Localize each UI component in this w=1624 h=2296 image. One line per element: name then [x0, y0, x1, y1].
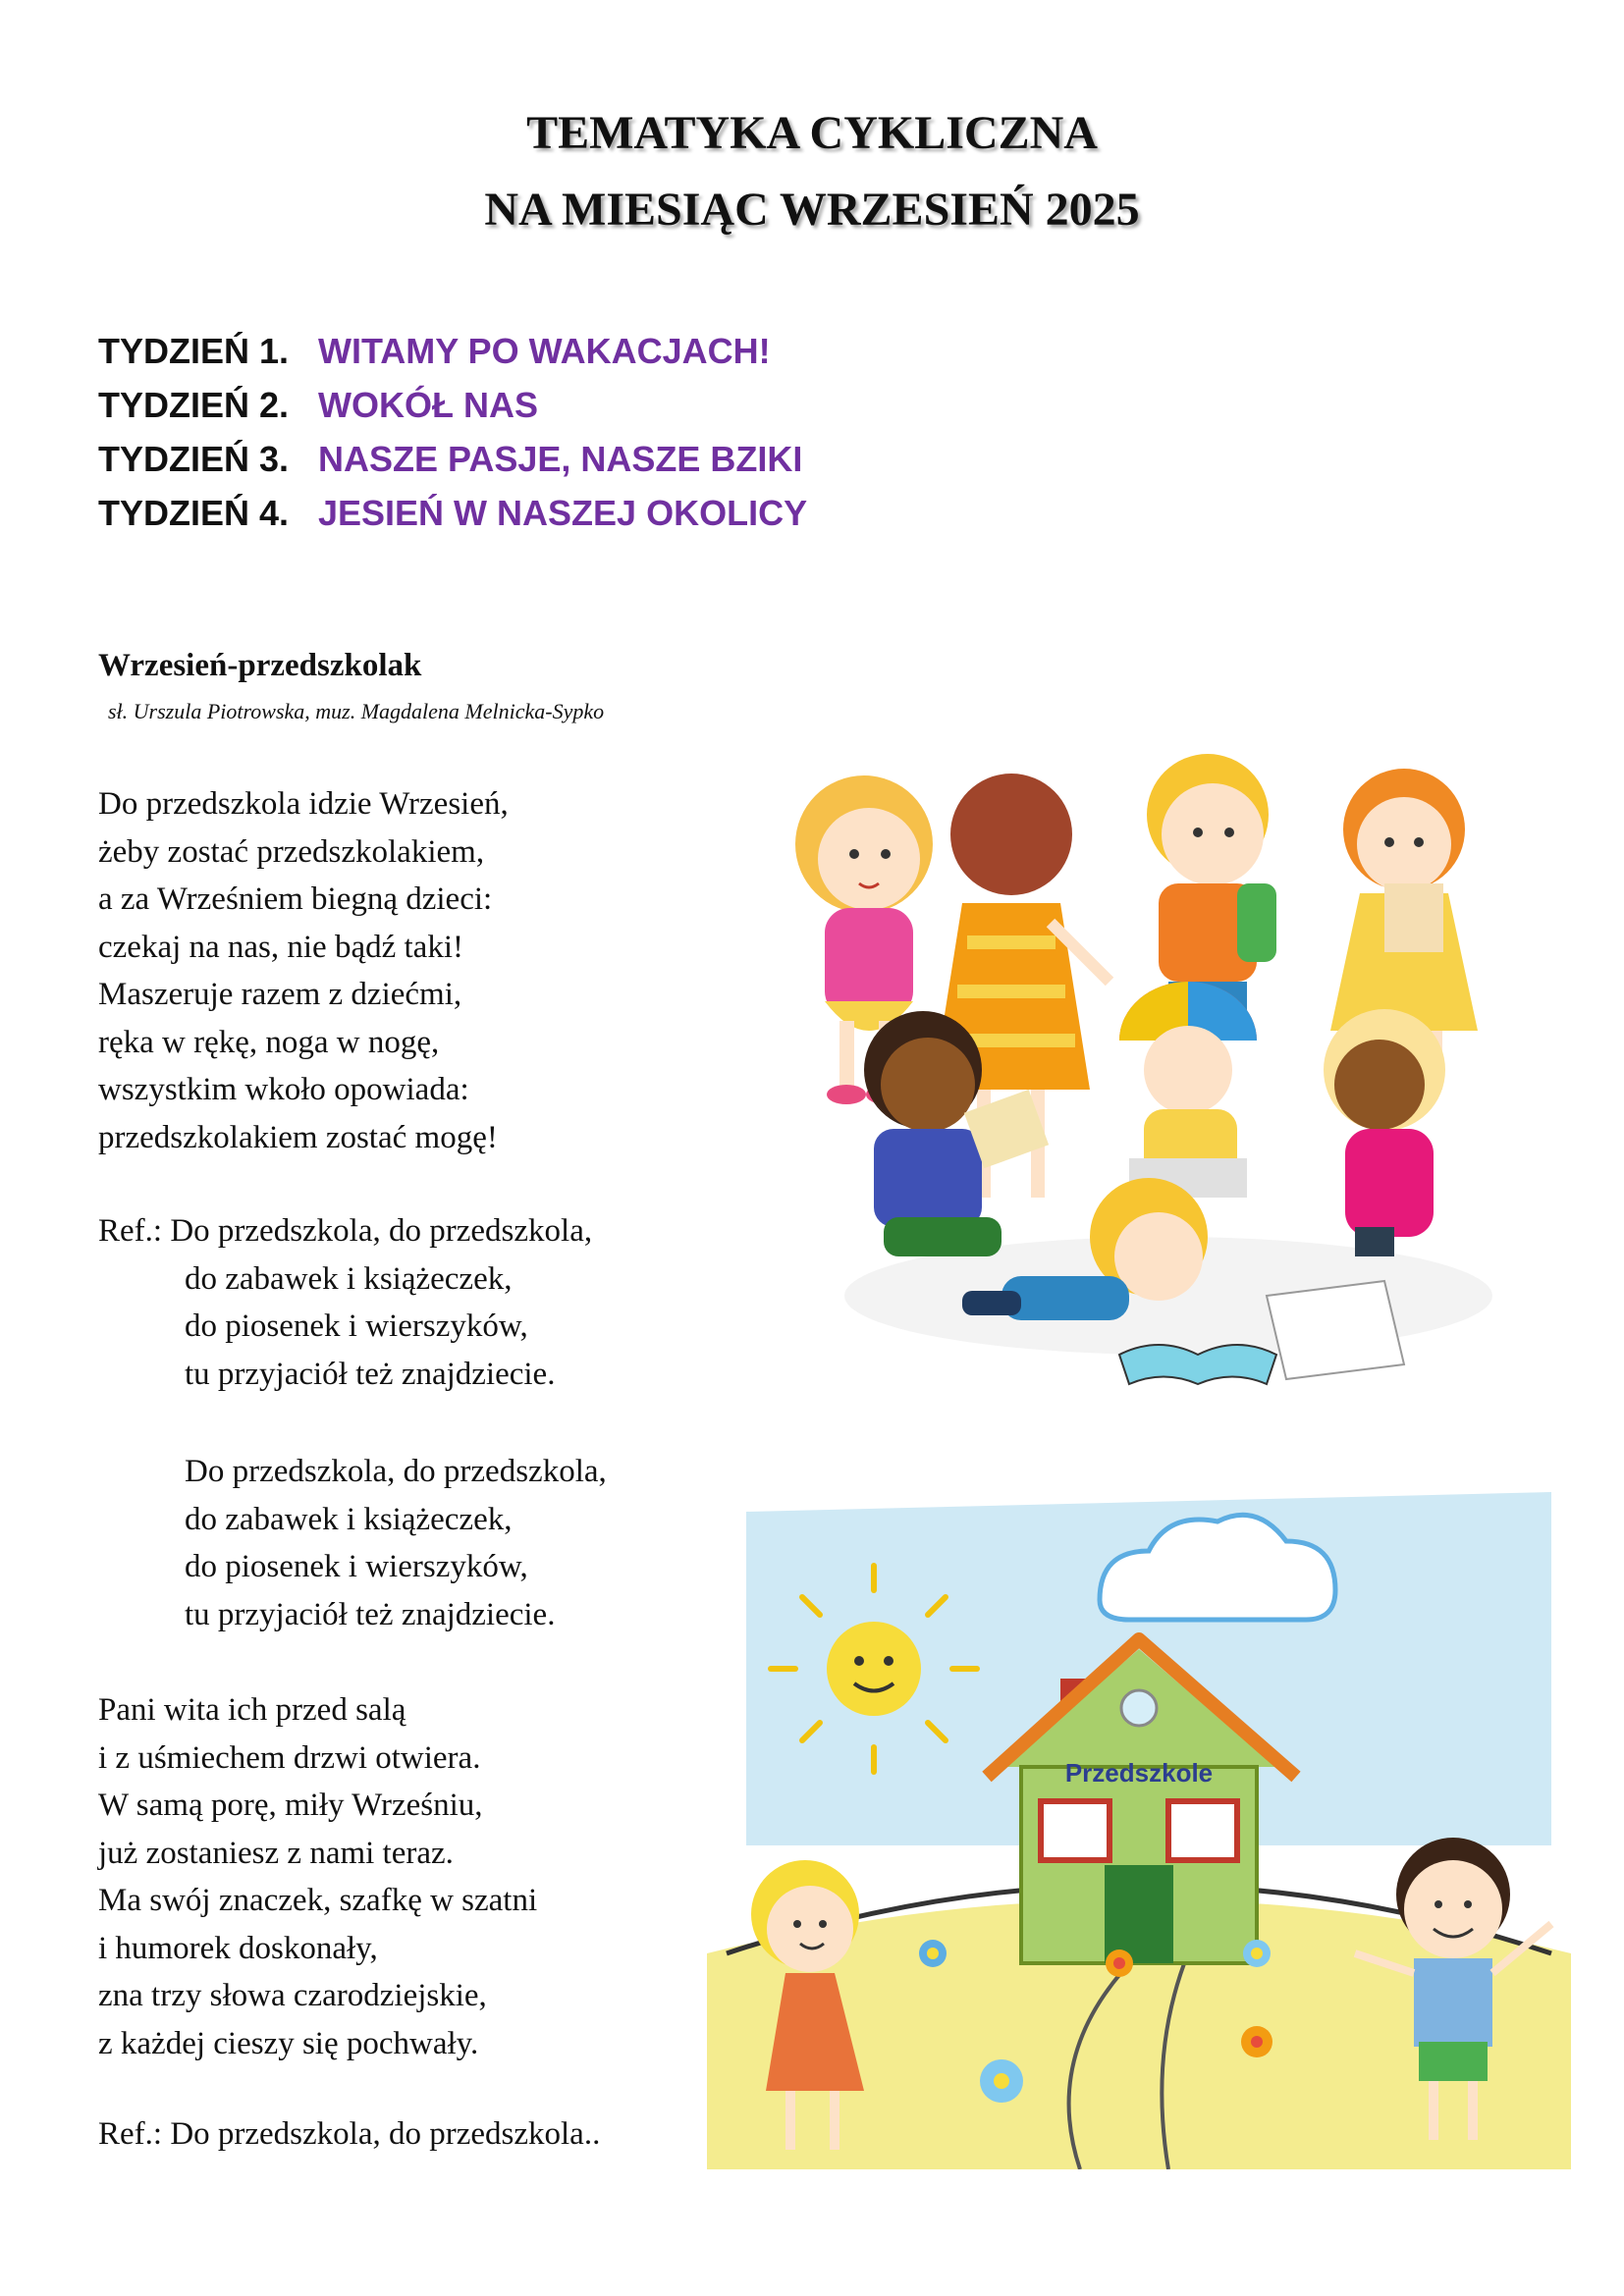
verse-line: do zabawek i książeczek, [185, 1260, 513, 1297]
verse-2 [98, 1686, 537, 2067]
song-title: Wrzesień-przedszkolak [98, 648, 422, 683]
verse-line: tu przyjaciół też znajdziecie. [185, 1596, 556, 1632]
refrain-1 [98, 1207, 592, 1398]
verse-line: już zostaniesz z nami teraz. [98, 1835, 454, 1871]
verse-line: Do przedszkola, do przedszkola, [185, 1454, 607, 1489]
week-item [98, 324, 807, 378]
week-label: TYDZIEŃ 1. [98, 331, 290, 371]
verse-line: ręka w rękę, noga w nogę, [98, 1024, 440, 1060]
final-refrain [98, 2110, 600, 2159]
week-topic: WOKÓŁ NAS [318, 385, 538, 425]
week-label: TYDZIEŃ 3. [98, 439, 290, 479]
week-topic: JESIEŃ W NASZEJ OKOLICY [318, 493, 808, 533]
week-item [98, 486, 807, 540]
verse-line: a za Wrześniem biegną dzieci: [98, 881, 493, 917]
weeks-list [98, 324, 807, 540]
flower-icon [919, 1940, 947, 1967]
children-illustration [756, 746, 1551, 1414]
kindergarten-illustration [707, 1492, 1571, 2169]
week-label: TYDZIEŃ 4. [98, 493, 290, 533]
verse-line: Ref.: Do przedszkola, do przedszkola.. [98, 2116, 601, 2152]
verse-line: czekaj na nas, nie bądź taki! [98, 929, 463, 965]
song-credit: sł. Urszula Piotrowska, muz. Magdalena Melnicka-Sypko [108, 699, 605, 723]
verse-line: Maszeruje razem z dziećmi, [98, 977, 462, 1012]
week-topic: WITAMY PO WAKACJACH! [318, 331, 771, 371]
refrain-line: Do przedszkola, do przedszkola, [170, 1213, 593, 1249]
verse-line: Pani wita ich przed salą [98, 1692, 406, 1728]
verse-line: Do przedszkola idzie Wrzesień, [98, 786, 509, 822]
verse-line: do zabawek i książeczek, [185, 1501, 513, 1537]
verse-line: żeby zostać przedszkolakiem, [98, 833, 485, 870]
house-sign: Przedszkole [1064, 1758, 1214, 1788]
boy-cap-figure [1119, 982, 1257, 1198]
refrain-prefix: Ref.: [98, 1213, 163, 1249]
week-item [98, 378, 807, 432]
flower-icon [1241, 2026, 1272, 2057]
verse-line [98, 1207, 592, 1255]
page-title-line1: TEMATYKA CYKLICZNA [526, 107, 1098, 159]
week-topic: NASZE PASJE, NASZE BZIKI [318, 439, 803, 479]
verse-line: przedszkolakiem zostać mogę! [98, 1119, 498, 1155]
verse-line: i z uśmiechem drzwi otwiera. [98, 1739, 481, 1776]
verse-line: W samą porę, miły Wrześniu, [98, 1788, 483, 1823]
verse-line: Ma swój znaczek, szafkę w szatni [98, 1883, 538, 1918]
flower-icon [980, 2059, 1023, 2103]
page-title-line2: NA MIESIĄC WRZESIEŃ 2025 [484, 184, 1140, 236]
verse-line: z każdej cieszy się pochwały. [98, 2025, 479, 2061]
week-item [98, 432, 807, 486]
flower-icon [1106, 1949, 1133, 1977]
girl-blonde-figure [1324, 1009, 1445, 1256]
verse-line: do piosenek i wierszyków, [185, 1549, 528, 1584]
verse-1 [98, 780, 509, 1161]
week-label: TYDZIEŃ 2. [98, 385, 290, 425]
verse-line: i humorek doskonały, [98, 1930, 378, 1966]
verse-line: tu przyjaciół też znajdziecie. [185, 1356, 556, 1392]
refrain-2 [98, 1448, 607, 1638]
verse-line: do piosenek i wierszyków, [185, 1308, 528, 1344]
verse-line: wszystkim wkoło opowiada: [98, 1072, 469, 1107]
flower-icon [1243, 1940, 1271, 1967]
verse-line: zna trzy słowa czarodziejskie, [98, 1978, 487, 2013]
